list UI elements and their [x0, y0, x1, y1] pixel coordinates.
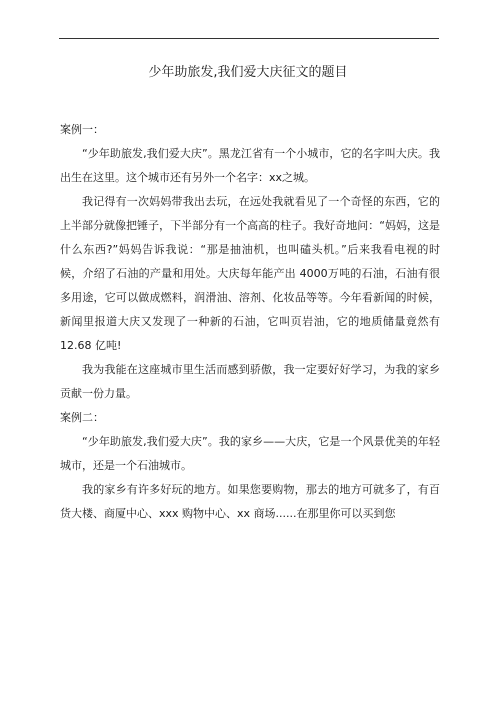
case-1-paragraph-3: 我为我能在这座城市里生活而感到骄傲，我一定要好好学习，为我的家乡贡献一份力量。 — [60, 363, 440, 400]
case-1-paragraph-2: 我记得有一次妈妈带我出去玩，在远处我就看见了一个奇怪的东西，它的上半部分就像把锤子，下半部分有一个高高的柱子。我好奇地问：“妈妈，这是什么东西?”妈妈告诉我说：“那是抽油机，也叫磕头机。”后来我看电视的时候，介绍了石油的产量和用处。大庆每年能产出 4000万吨的石油，石油有很多用途，它可以做成燃料，润滑油、溶剂、化妆品等等。今年看新闻的时候，新闻里报道大庆又发现了一种新的石油，它叫页岩油，它的地质储量竟然有 12.68 亿吨! — [60, 195, 440, 352]
case-2-paragraph-1: “少年助旅发,我们爱大庆”。我的家乡——大庆，它是一个风景优美的年轻城市，还是一个石油城市。 — [60, 435, 440, 472]
header-rule — [59, 38, 439, 39]
case-1-paragraph-1: “少年助旅发,我们爱大庆”。黑龙江省有一个小城市，它的名字叫大庆。我出生在这里。这个城市还有另外一个名字：xx之城。 — [60, 147, 440, 184]
document-title: 少年助旅发,我们爱大庆征文的题目 — [148, 65, 348, 80]
section-label-case-2: 案例二： — [60, 411, 104, 424]
section-label-case-1: 案例一： — [60, 123, 104, 136]
case-2-paragraph-2: 我的家乡有许多好玩的地方。如果您要购物，那去的地方可就多了，有百货大楼、商厦中心、xxx 购物中心、xx 商场......在那里你可以买到您 — [60, 483, 440, 520]
document-body — [60, 118, 440, 526]
